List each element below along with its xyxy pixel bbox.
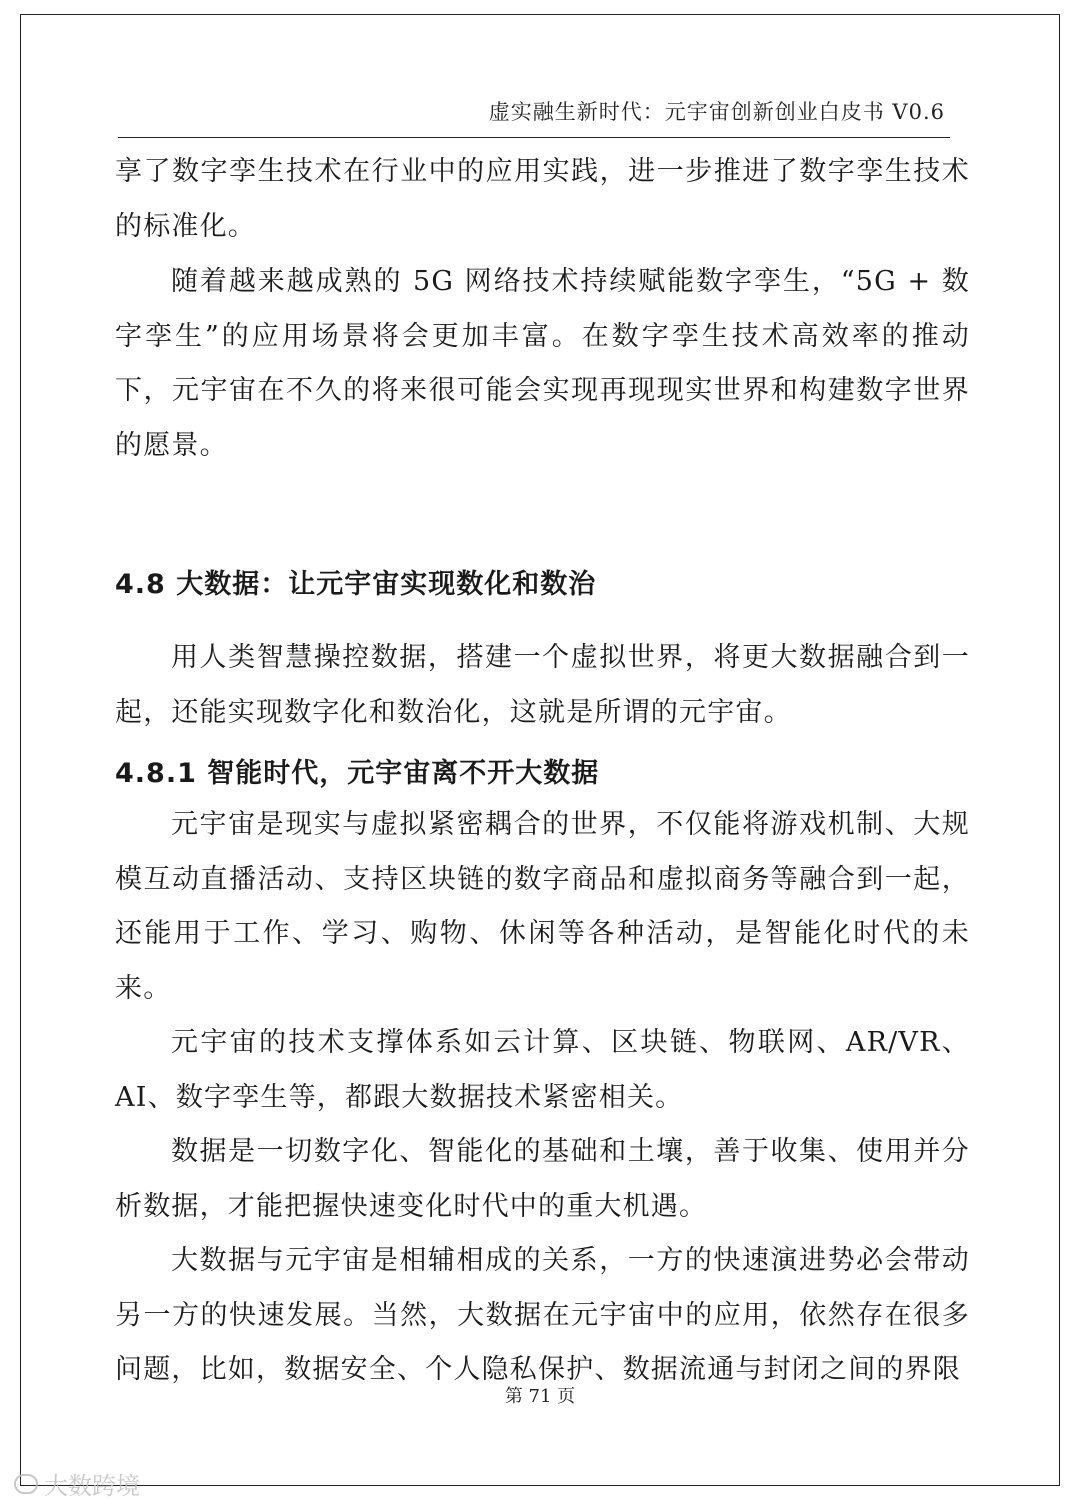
subsection-heading-4-8-1: 4.8.1 智能时代，元宇宙离不开大数据 [115, 758, 600, 789]
watermark-text: 大数跨境 [44, 1472, 140, 1500]
paragraph: 数据是一切数字化、智能化的基础和土壤，善于收集、使用并分析数据，才能把握快速变化时代中的重大机遇。 [115, 1136, 970, 1222]
paragraph-continuation [115, 145, 970, 254]
header-rule [118, 137, 950, 138]
chat-bubble-icon [14, 1474, 38, 1494]
paragraph: 享了数字孪生技术在行业中的应用实践，进一步推进了数字孪生技术的标准化。 [115, 156, 970, 242]
paragraph-group [115, 798, 970, 1398]
running-header: 虚实融生新时代：元宇宙创新创业白皮书 V0.6 [488, 100, 945, 124]
paragraph: 随着越来越成熟的 5G 网络技术持续赋能数字孪生，“5G + 数字孪生”的应用场景将会更加丰富。在数字孪生技术高效率的推动下，元宇宙在不久的将来很可能会实现再现现实世界和构建数字世界的愿景。 [115, 266, 970, 461]
paragraph: 大数据与元宇宙是相辅相成的关系，一方的快速演进势必会带动另一方的快速发展。当然，大数据在元宇宙中的应用，依然存在很多问题，比如，数据安全、个人隐私保护、数据流通与封闭之间的界限 [115, 1245, 970, 1385]
paragraph: 元宇宙的技术支撑体系如云计算、区块链、物联网、AR/VR、AI、数字孪生等，都跟大数据技术紧密相关。 [115, 1027, 970, 1113]
paragraph: 元宇宙是现实与虚拟紧密耦合的世界，不仅能将游戏机制、大规模互动直播活动、支持区块链的数字商品和虚拟商务等融合到一起，还能用于工作、学习、购物、休闲等各种活动，是智能化时代的未来。 [115, 809, 970, 1004]
paragraph-intro [115, 631, 970, 740]
paragraph: 用人类智慧操控数据，搭建一个虚拟世界，将更大数据融合到一起，还能实现数字化和数治化，这就是所谓的元宇宙。 [115, 642, 970, 728]
section-heading-4-8: 4.8 大数据：让元宇宙实现数化和数治 [115, 569, 597, 600]
watermark [14, 1466, 140, 1501]
page-number: 第 71 页 [504, 1386, 576, 1407]
paragraph-5g [115, 255, 970, 473]
